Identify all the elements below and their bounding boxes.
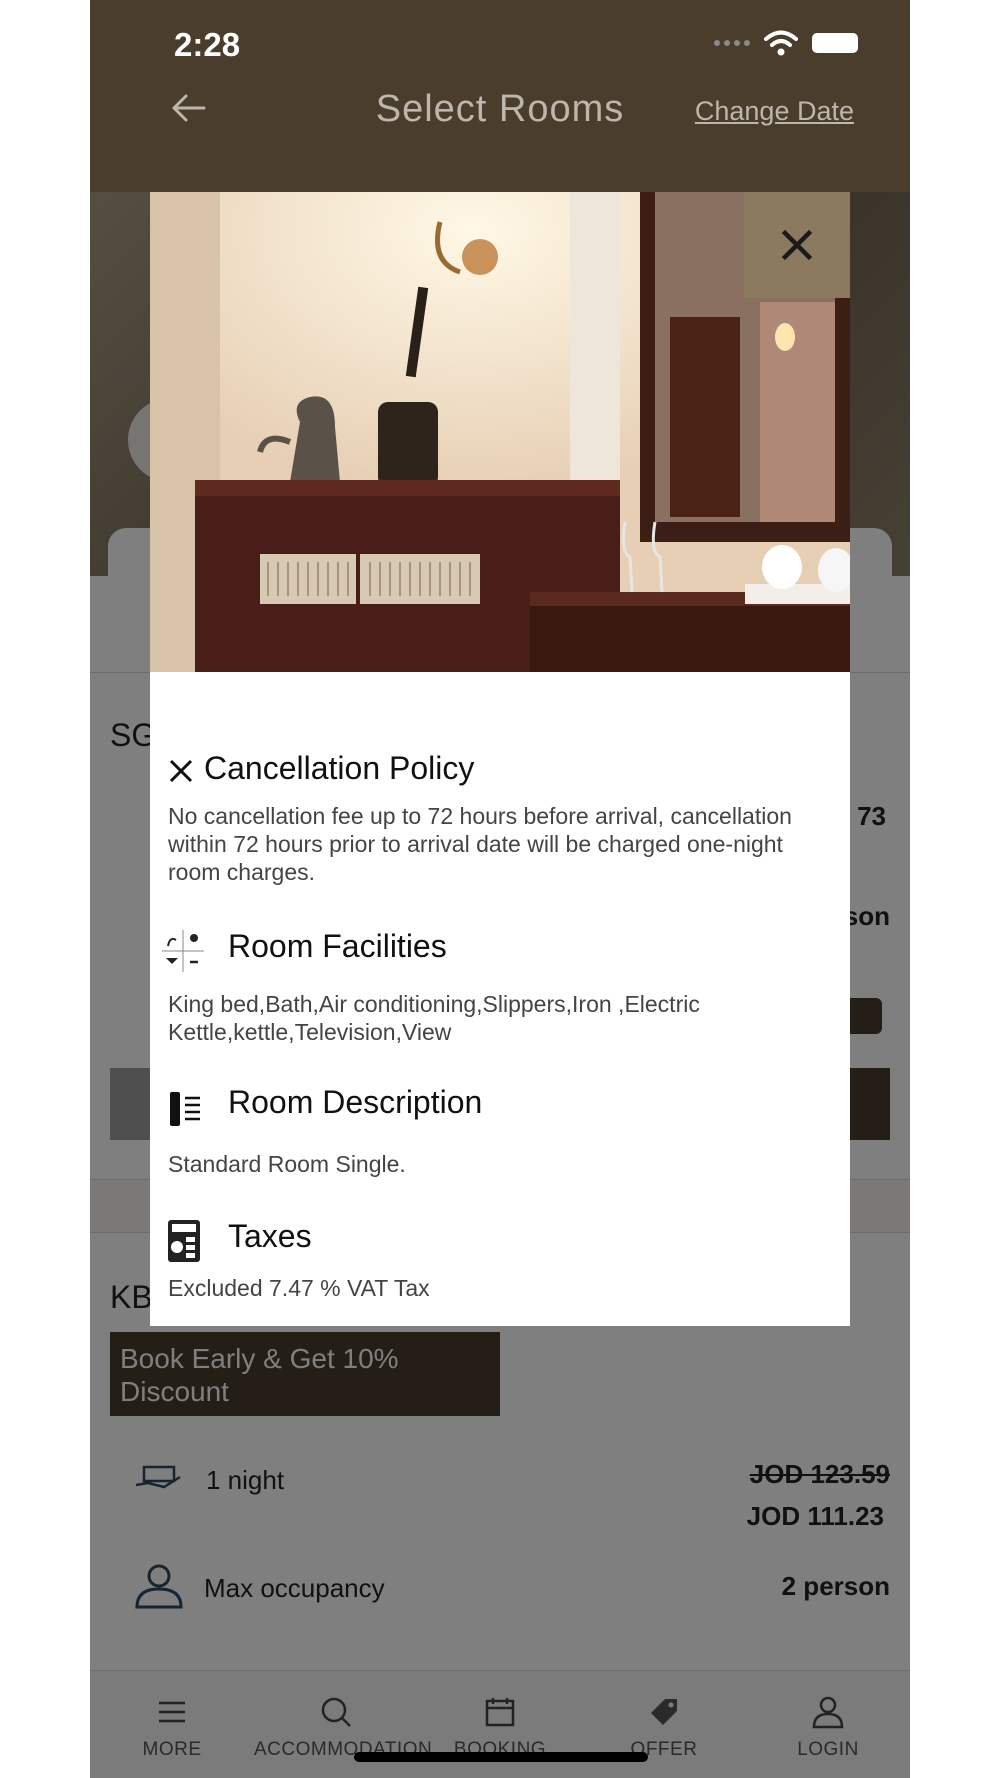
room-description-text: Standard Room Single. [168, 1151, 406, 1177]
battery-icon [812, 33, 858, 53]
room-facilities-text: King bed,Bath,Air conditioning,Slippers,Iron ,Electric Kettle,kettle,Television,View [168, 991, 700, 1045]
room-details-modal [150, 192, 850, 1326]
home-indicator [354, 1752, 648, 1762]
taxes-icon [168, 1220, 200, 1262]
taxes-title: Taxes [228, 1218, 312, 1254]
signal-icon [714, 40, 750, 46]
cancellation-policy-text: No cancellation fee up to 72 hours before arrival, cancellation within 72 hours prior to arrival date will be charged one-night room charges. [168, 803, 792, 885]
status-time: 2:28 [174, 26, 241, 63]
room-description-title: Room Description [228, 1084, 483, 1120]
change-date-link[interactable]: Change Date [694, 96, 854, 126]
taxes-text: Excluded 7.47 % VAT Tax [168, 1275, 430, 1301]
room-facilities-title: Room Facilities [228, 928, 447, 964]
left-margin [0, 0, 90, 1778]
close-modal-button[interactable] [744, 192, 850, 298]
close-icon [168, 758, 194, 784]
room-photo [150, 192, 850, 672]
phone-screen [90, 0, 910, 1778]
status-icons [714, 30, 858, 56]
cancellation-policy-title: Cancellation Policy [204, 750, 475, 786]
wifi-icon [764, 30, 798, 56]
right-margin [910, 0, 1000, 1778]
page-title: Select Rooms [375, 88, 625, 130]
facilities-icon [160, 928, 206, 974]
app-header [90, 0, 910, 192]
description-icon [170, 1092, 202, 1126]
close-icon [781, 229, 813, 261]
